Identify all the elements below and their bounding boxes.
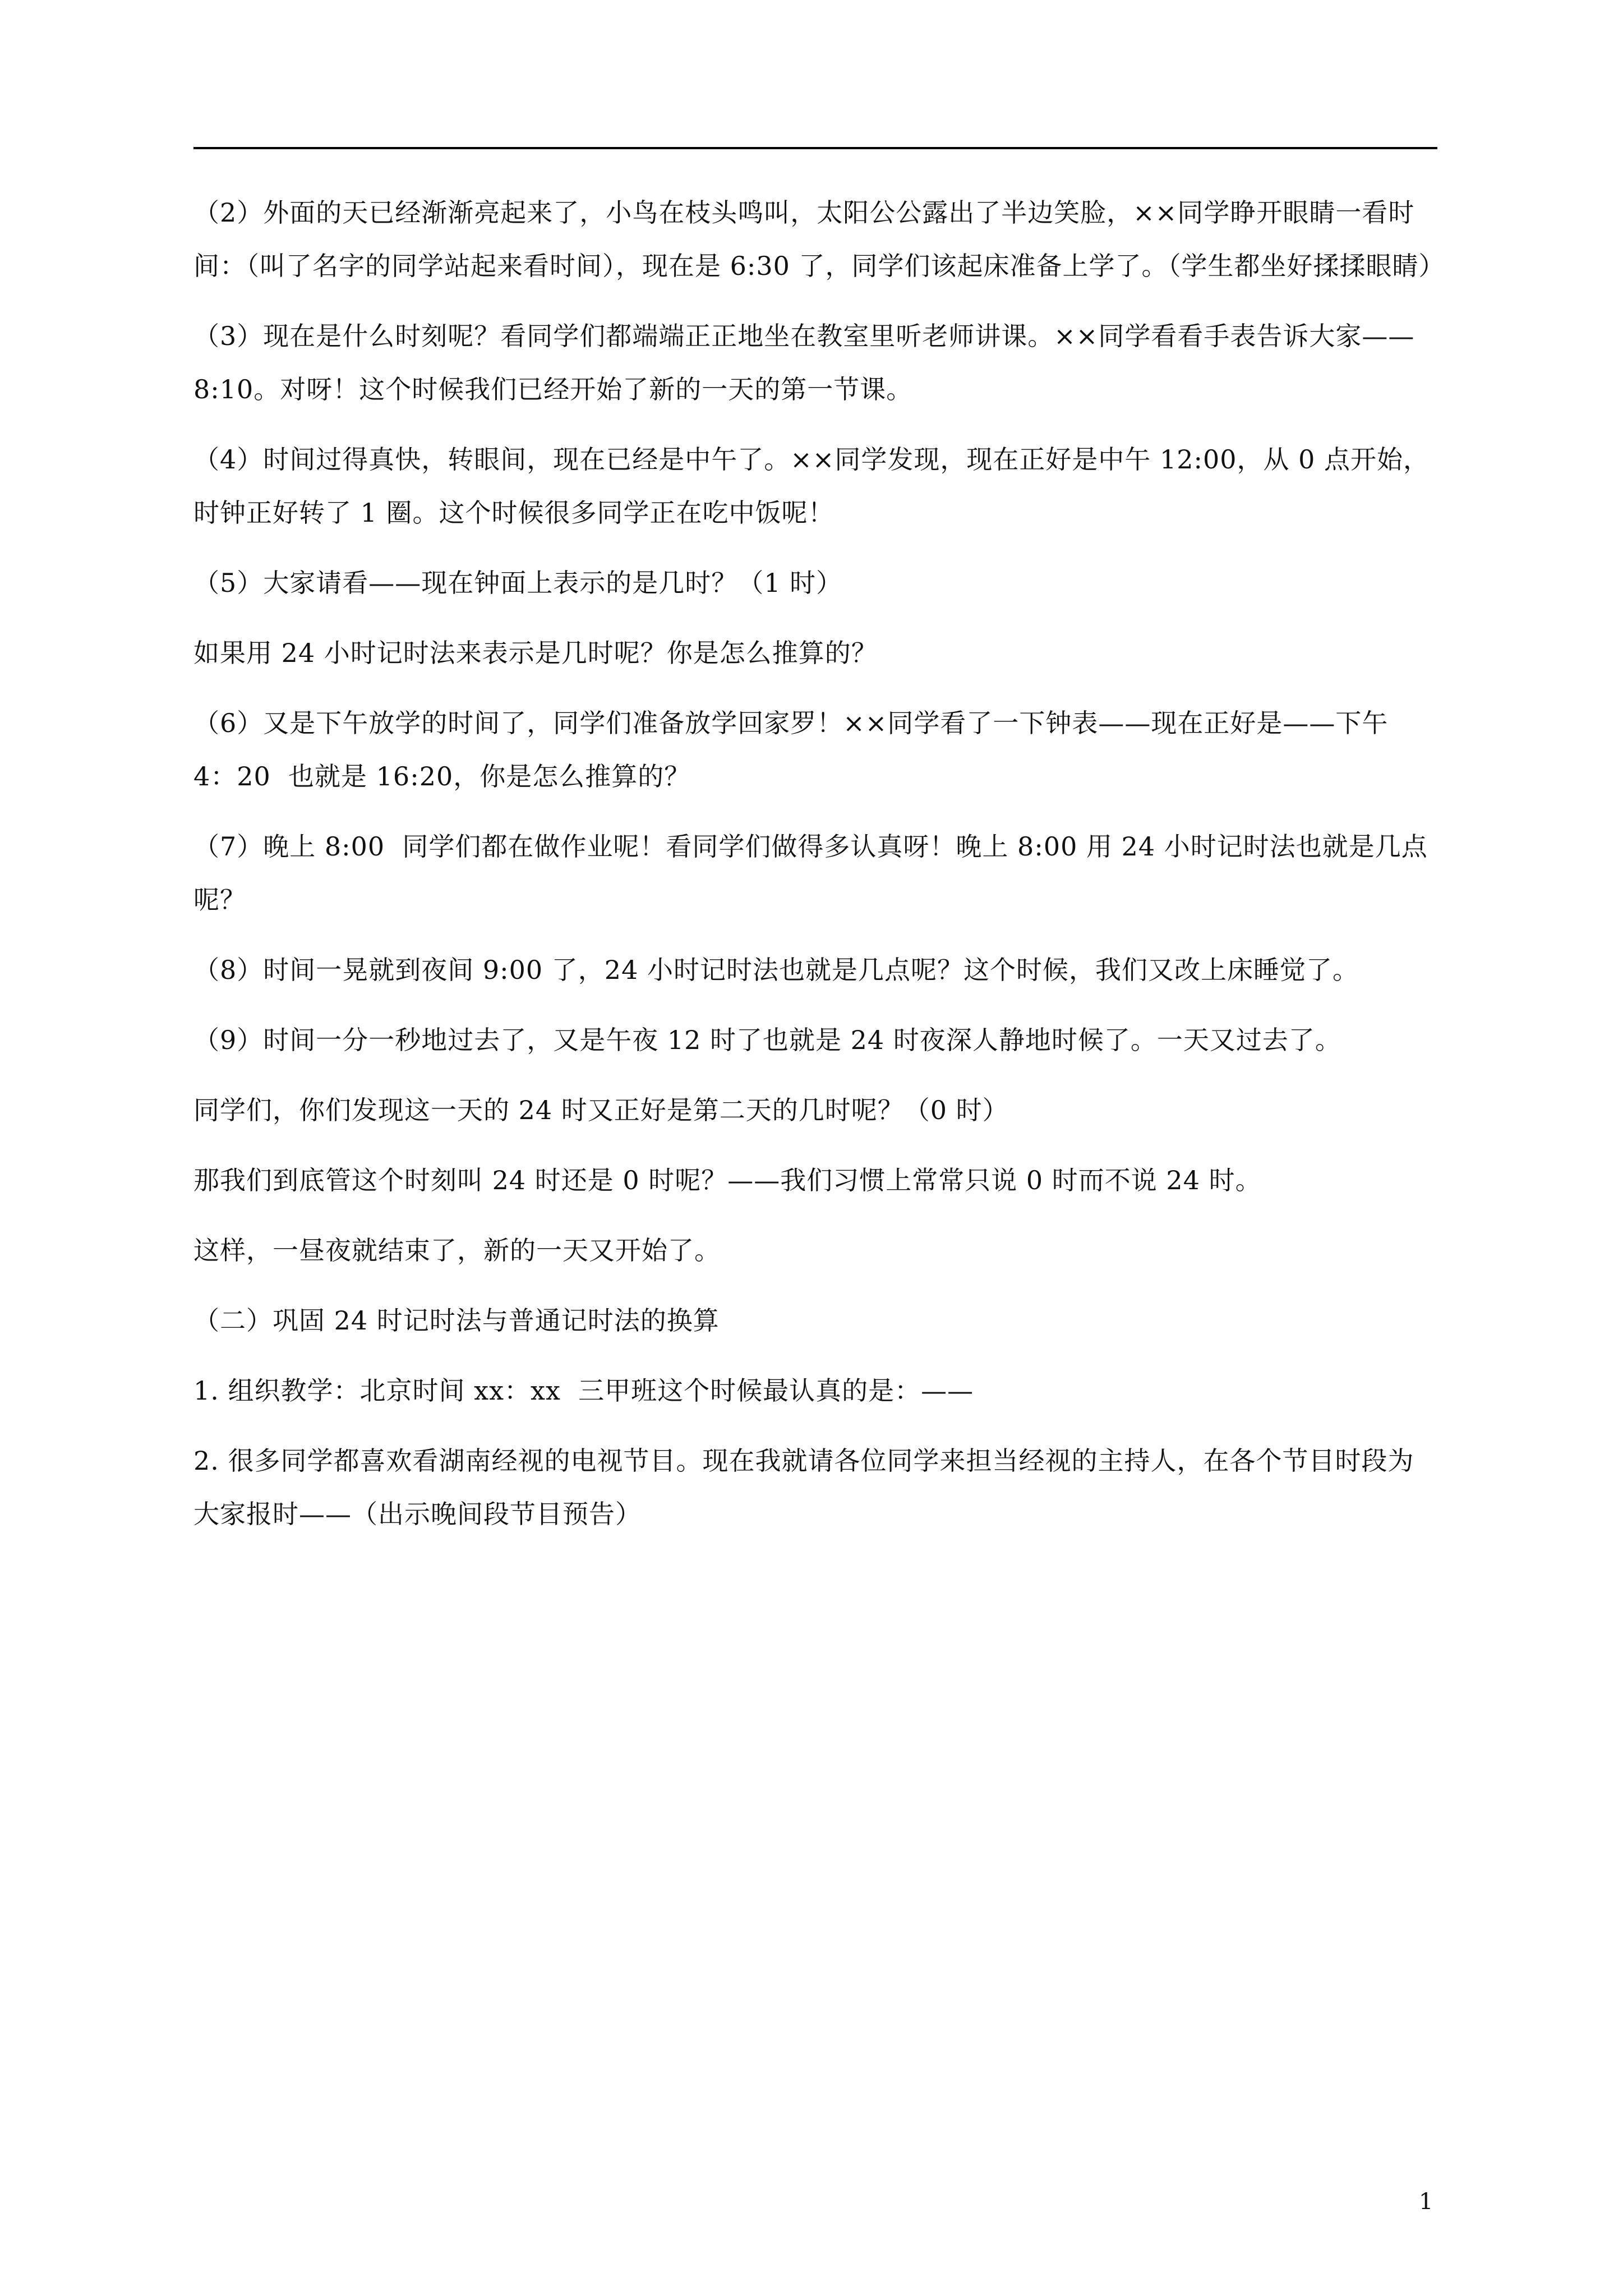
paragraph: 同学们，你们发现这一天的 24 时又正好是第二天的几时呢？（0 时） — [193, 1095, 1009, 1125]
paragraph: （4）时间过得真快，转眼间，现在已经是中午了。××同学发现，现在正好是中午 12:00，从 0 点开始，时钟正好转了 1 圈。这个时候很多同学正在吃中饭呢！ — [193, 444, 1430, 528]
paragraph: （5）大家请看——现在钟面上表示的是几时？（1 时） — [193, 568, 843, 598]
paragraph: 那我们到底管这个时刻叫 24 时还是 0 时呢？——我们习惯上常常只说 0 时而不说 24 时。 — [193, 1165, 1262, 1195]
paragraph: 如果用 24 小时记时法来表示是几时呢？你是怎么推算的？ — [193, 638, 878, 668]
paragraph: （9）时间一分一秒地过去了，又是午夜 12 时了也就是 24 时夜深人静地时候了。一天又过去了。 — [193, 1025, 1341, 1055]
paragraph: 1. 组织教学：北京时间 xx：xx 三甲班这个时候最认真的是：—— — [193, 1375, 974, 1406]
header-rule — [193, 147, 1437, 149]
paragraph: （3）现在是什么时刻呢？看同学们都端端正正地坐在教室里听老师讲课。××同学看看手表告诉大家——8:10。对呀！这个时候我们已经开始了新的一天的第一节课。 — [193, 321, 1415, 404]
paragraph: 这样，一昼夜就结束了，新的一天又开始了。 — [193, 1235, 721, 1266]
paragraph: 2. 很多同学都喜欢看湖南经视的电视节目。现在我就请各位同学来担当经视的主持人，在各个节目时段为大家报时——（出示晚间段节目预告） — [193, 1446, 1414, 1529]
paragraph: （二）巩固 24 时记时法与普通记时法的换算 — [193, 1305, 720, 1336]
page-number: 1 — [1419, 2189, 1433, 2215]
paragraph: （2）外面的天已经渐渐亮起来了，小鸟在枝头鸣叫，太阳公公露出了半边笑脸，××同学睁开眼睛一看时间：（叫了名字的同学站起来看时间），现在是 6:30 了，同学们该起床准备上学了。（学生都坐好揉揉眼睛） — [193, 197, 1445, 281]
paragraph: （7）晚上 8:00 同学们都在做作业呢！看同学们做得多认真呀！晚上 8:00 用 24 小时记时法也就是几点呢？ — [193, 831, 1428, 915]
document-body — [193, 186, 1445, 1558]
paragraph: （8）时间一晃就到夜间 9:00 了，24 小时记时法也就是几点呢？这个时候，我们又改上床睡觉了。 — [193, 955, 1359, 985]
paragraph: （6）又是下午放学的时间了，同学们准备放学回家罗！××同学看了一下钟表——现在正好是——下午 4：20 也就是 16:20，你是怎么推算的？ — [193, 708, 1397, 792]
